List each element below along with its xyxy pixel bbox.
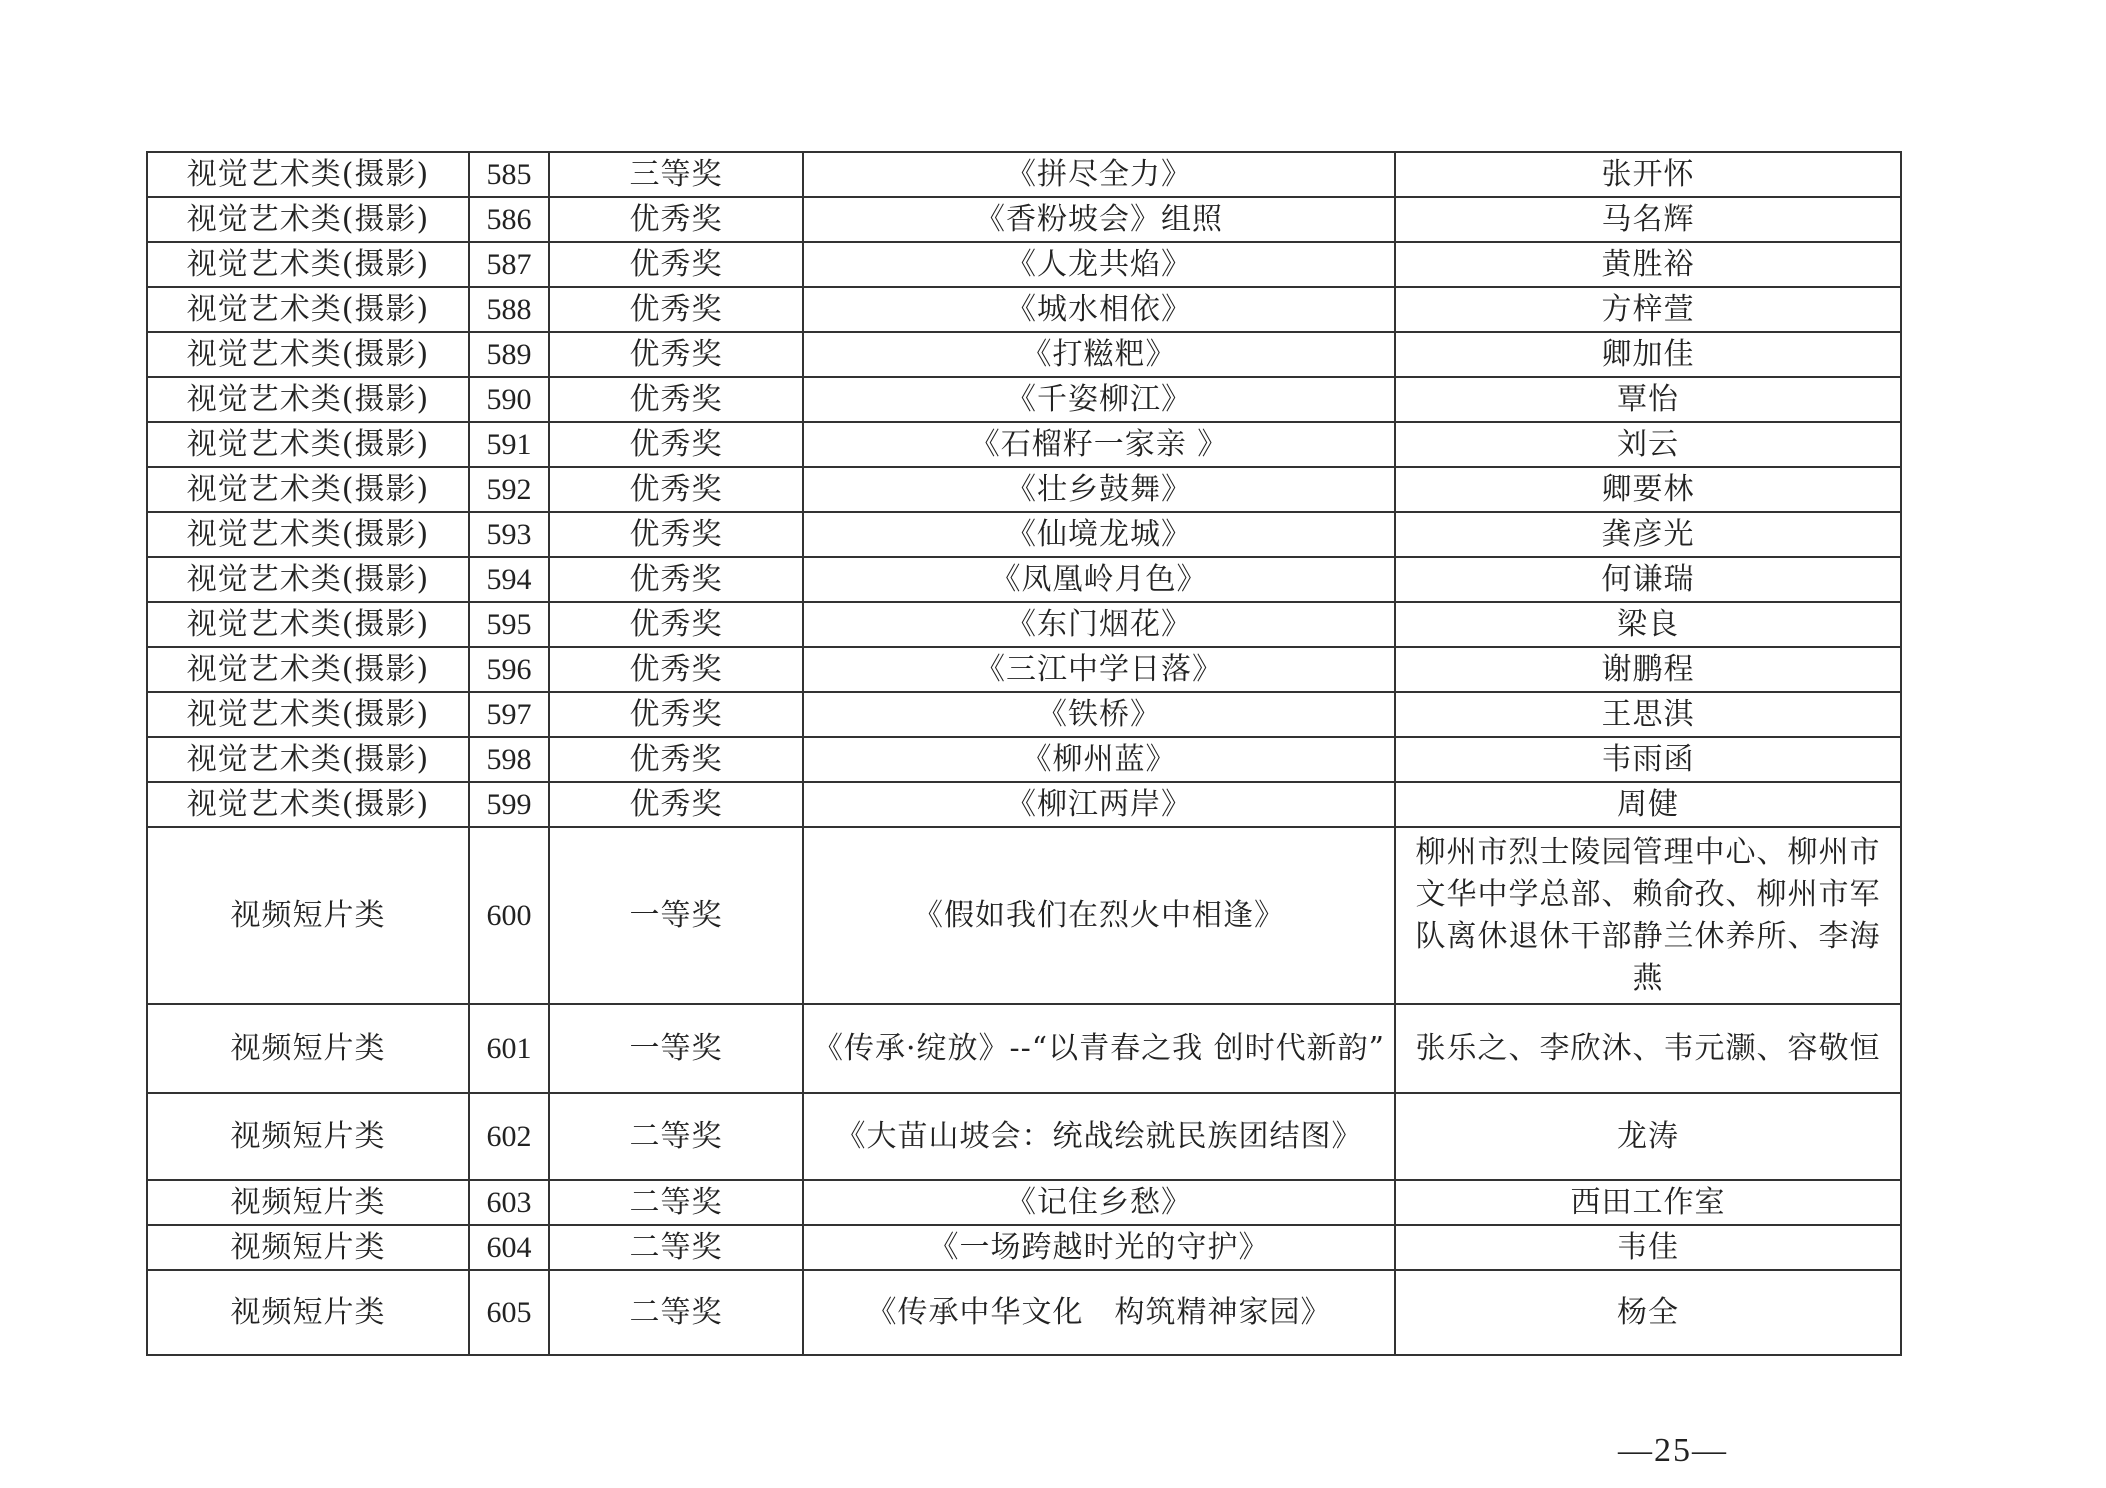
number-cell: 593: [469, 512, 549, 557]
award-cell: 优秀奖: [549, 692, 803, 737]
author-cell: 张乐之、李欣沐、韦元灏、容敬恒: [1395, 1004, 1901, 1093]
page-number: —25—: [1618, 1432, 1728, 1469]
title-cell: 《传承·绽放》--“以青春之我 创时代新韵”: [803, 1004, 1395, 1093]
award-cell: 一等奖: [549, 827, 803, 1004]
title-cell: 《人龙共焰》: [803, 242, 1395, 287]
award-cell: 优秀奖: [549, 377, 803, 422]
category-cell: 视觉艺术类(摄影): [147, 512, 469, 557]
category-cell: 视觉艺术类(摄影): [147, 602, 469, 647]
category-cell: 视觉艺术类(摄影): [147, 692, 469, 737]
author-cell: 西田工作室: [1395, 1180, 1901, 1225]
author-cell: 龙涛: [1395, 1093, 1901, 1180]
author-cell: 张开怀: [1395, 152, 1901, 197]
number-cell: 597: [469, 692, 549, 737]
number-cell: 602: [469, 1093, 549, 1180]
author-cell: 卿要林: [1395, 467, 1901, 512]
title-cell: 《大苗山坡会：统战绘就民族团结图》: [803, 1093, 1395, 1180]
title-cell: 《千姿柳江》: [803, 377, 1395, 422]
title-cell: 《拼尽全力》: [803, 152, 1395, 197]
title-cell: 《假如我们在烈火中相逢》: [803, 827, 1395, 1004]
award-cell: 二等奖: [549, 1225, 803, 1270]
number-cell: 598: [469, 737, 549, 782]
table-row: [147, 512, 1901, 557]
author-cell: 梁良: [1395, 602, 1901, 647]
author-cell: 柳州市烈士陵园管理中心、柳州市文华中学总部、赖俞孜、柳州市军队离休退休干部静兰休养所、李海燕: [1395, 827, 1901, 1004]
award-cell: 二等奖: [549, 1270, 803, 1355]
author-cell: 覃怡: [1395, 377, 1901, 422]
category-cell: 视觉艺术类(摄影): [147, 737, 469, 782]
number-cell: 594: [469, 557, 549, 602]
author-cell: 韦雨函: [1395, 737, 1901, 782]
award-cell: 三等奖: [549, 152, 803, 197]
table-row: [147, 647, 1901, 692]
table-row: [147, 1225, 1901, 1270]
awards-table-body: [147, 152, 1901, 1355]
table-row: [147, 1180, 1901, 1225]
table-row: [147, 1093, 1901, 1180]
table-row: [147, 692, 1901, 737]
author-cell: 韦佳: [1395, 1225, 1901, 1270]
award-cell: 优秀奖: [549, 197, 803, 242]
table-row: [147, 197, 1901, 242]
author-cell: 龚彦光: [1395, 512, 1901, 557]
title-cell: 《柳州蓝》: [803, 737, 1395, 782]
author-cell: 谢鹏程: [1395, 647, 1901, 692]
number-cell: 591: [469, 422, 549, 467]
award-cell: 二等奖: [549, 1180, 803, 1225]
number-cell: 589: [469, 332, 549, 377]
table-row: [147, 242, 1901, 287]
author-cell: 杨全: [1395, 1270, 1901, 1355]
author-cell: 方梓萱: [1395, 287, 1901, 332]
title-cell: 《东门烟花》: [803, 602, 1395, 647]
category-cell: 视觉艺术类(摄影): [147, 242, 469, 287]
table-row: [147, 422, 1901, 467]
category-cell: 视频短片类: [147, 1180, 469, 1225]
table-row: [147, 557, 1901, 602]
table-row: [147, 827, 1901, 1004]
table-row: [147, 287, 1901, 332]
title-cell: 《柳江两岸》: [803, 782, 1395, 827]
award-cell: 优秀奖: [549, 242, 803, 287]
category-cell: 视觉艺术类(摄影): [147, 197, 469, 242]
category-cell: 视觉艺术类(摄影): [147, 377, 469, 422]
number-cell: 605: [469, 1270, 549, 1355]
award-cell: 优秀奖: [549, 647, 803, 692]
title-cell: 《一场跨越时光的守护》: [803, 1225, 1395, 1270]
category-cell: 视频短片类: [147, 1004, 469, 1093]
category-cell: 视觉艺术类(摄影): [147, 332, 469, 377]
author-cell: 何谦瑞: [1395, 557, 1901, 602]
award-cell: 优秀奖: [549, 737, 803, 782]
category-cell: 视觉艺术类(摄影): [147, 422, 469, 467]
award-cell: 优秀奖: [549, 557, 803, 602]
author-cell: 周健: [1395, 782, 1901, 827]
number-cell: 603: [469, 1180, 549, 1225]
category-cell: 视觉艺术类(摄影): [147, 782, 469, 827]
award-cell: 优秀奖: [549, 782, 803, 827]
award-cell: 优秀奖: [549, 332, 803, 377]
category-cell: 视频短片类: [147, 1270, 469, 1355]
number-cell: 590: [469, 377, 549, 422]
award-cell: 优秀奖: [549, 512, 803, 557]
number-cell: 600: [469, 827, 549, 1004]
title-cell: 《凤凰岭月色》: [803, 557, 1395, 602]
number-cell: 596: [469, 647, 549, 692]
number-cell: 587: [469, 242, 549, 287]
table-row: [147, 602, 1901, 647]
category-cell: 视觉艺术类(摄影): [147, 557, 469, 602]
category-cell: 视觉艺术类(摄影): [147, 287, 469, 332]
author-cell: 王思淇: [1395, 692, 1901, 737]
table-row: [147, 1270, 1901, 1355]
title-cell: 《传承中华文化 构筑精神家园》: [803, 1270, 1395, 1355]
title-cell: 《壮乡鼓舞》: [803, 467, 1395, 512]
table-row: [147, 1004, 1901, 1093]
number-cell: 601: [469, 1004, 549, 1093]
author-cell: 黄胜裕: [1395, 242, 1901, 287]
award-cell: 优秀奖: [549, 422, 803, 467]
table-row: [147, 152, 1901, 197]
title-cell: 《铁桥》: [803, 692, 1395, 737]
award-cell: 一等奖: [549, 1004, 803, 1093]
title-cell: 《仙境龙城》: [803, 512, 1395, 557]
title-cell: 《记住乡愁》: [803, 1180, 1395, 1225]
category-cell: 视频短片类: [147, 1093, 469, 1180]
author-cell: 卿加佳: [1395, 332, 1901, 377]
number-cell: 599: [469, 782, 549, 827]
title-cell: 《打糍粑》: [803, 332, 1395, 377]
number-cell: 586: [469, 197, 549, 242]
category-cell: 视频短片类: [147, 1225, 469, 1270]
table-row: [147, 737, 1901, 782]
award-cell: 优秀奖: [549, 602, 803, 647]
title-cell: 《三江中学日落》: [803, 647, 1395, 692]
title-cell: 《石榴籽一家亲 》: [803, 422, 1395, 467]
category-cell: 视觉艺术类(摄影): [147, 647, 469, 692]
number-cell: 595: [469, 602, 549, 647]
table-row: [147, 377, 1901, 422]
author-cell: 刘云: [1395, 422, 1901, 467]
number-cell: 592: [469, 467, 549, 512]
category-cell: 视频短片类: [147, 827, 469, 1004]
award-cell: 优秀奖: [549, 287, 803, 332]
title-cell: 《香粉坡会》组照: [803, 197, 1395, 242]
award-cell: 优秀奖: [549, 467, 803, 512]
number-cell: 585: [469, 152, 549, 197]
table-row: [147, 782, 1901, 827]
number-cell: 604: [469, 1225, 549, 1270]
table-row: [147, 332, 1901, 377]
awards-table: [146, 151, 1902, 1356]
table-row: [147, 467, 1901, 512]
author-cell: 马名辉: [1395, 197, 1901, 242]
title-cell: 《城水相依》: [803, 287, 1395, 332]
category-cell: 视觉艺术类(摄影): [147, 152, 469, 197]
number-cell: 588: [469, 287, 549, 332]
award-cell: 二等奖: [549, 1093, 803, 1180]
category-cell: 视觉艺术类(摄影): [147, 467, 469, 512]
